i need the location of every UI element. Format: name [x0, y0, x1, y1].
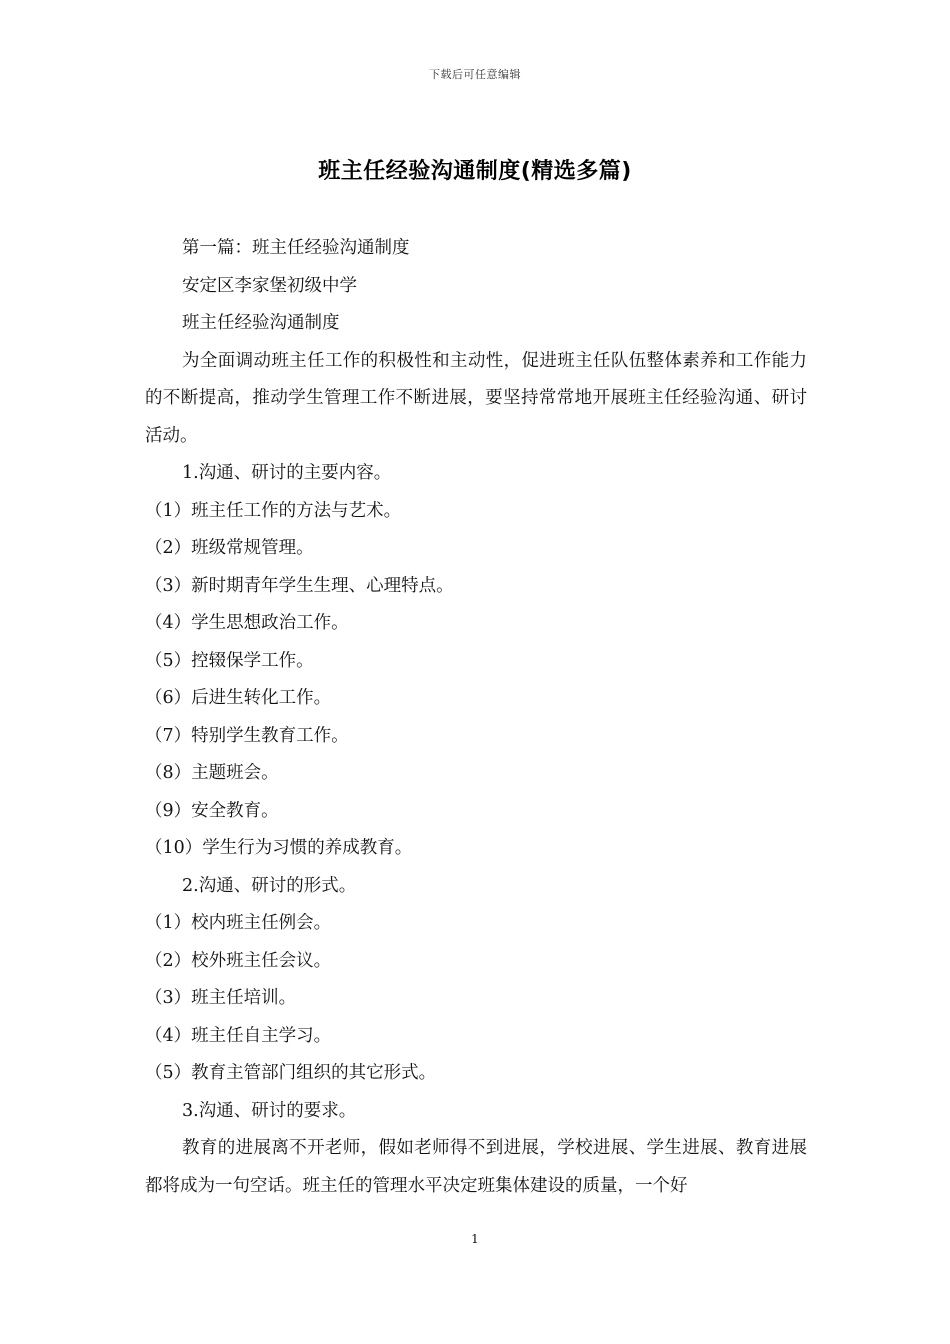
list-item: （7）特别学生教育工作。 — [145, 725, 349, 746]
page-number: 1 — [471, 1232, 479, 1246]
list-item: （2）校外班主任会议。 — [145, 950, 332, 971]
list-item: （10）学生行为习惯的养成教育。 — [145, 838, 413, 858]
section-heading: 第一篇：班主任经验沟通制度 — [182, 238, 410, 258]
document-title: 班主任经验沟通制度(精选多篇) — [318, 159, 632, 184]
school-name: 安定区李家堡初级中学 — [182, 275, 357, 296]
list-item: （3）班主任培训。 — [145, 988, 297, 1008]
intro-paragraph: 为全面调动班主任工作的积极性和主动性，促进班主任队伍整体素养和工作能力的不断提高，推动学生管理工作不断进展，要坚持常常地开展班主任经验沟通、研讨活动。 — [145, 350, 807, 446]
list-item: （3）新时期青年学生生理、心理特点。 — [145, 575, 454, 596]
document-body — [145, 230, 807, 1205]
list-item: （1）校内班主任例会。 — [145, 913, 332, 933]
list-heading-requirements: 3.沟通、研讨的要求。 — [182, 1100, 357, 1121]
list-item: （5）教育主管部门组织的其它形式。 — [145, 1063, 437, 1083]
list-item: （4）班主任自主学习。 — [145, 1025, 332, 1046]
list-item: （1）班主任工作的方法与艺术。 — [145, 500, 402, 521]
page-header-note: 下载后可任意编辑 — [429, 68, 521, 81]
list-item: （8）主题班会。 — [145, 763, 279, 783]
subtitle: 班主任经验沟通制度 — [182, 313, 340, 333]
list-heading-content: 1.沟通、研讨的主要内容。 — [182, 463, 392, 483]
list-item: （5）控辍保学工作。 — [145, 650, 314, 671]
body-paragraph: 教育的进展离不开老师，假如老师得不到进展，学校进展、学生进展、教育进展都将成为一句空话。班主任的管理水平决定班集体建设的质量，一个好 — [145, 1138, 807, 1196]
list-item: （9）安全教育。 — [145, 800, 279, 821]
list-item: （6）后进生转化工作。 — [145, 688, 332, 708]
list-item: （2）班级常规管理。 — [145, 538, 314, 558]
list-heading-forms: 2.沟通、研讨的形式。 — [182, 875, 357, 896]
list-item: （4）学生思想政治工作。 — [145, 613, 349, 633]
